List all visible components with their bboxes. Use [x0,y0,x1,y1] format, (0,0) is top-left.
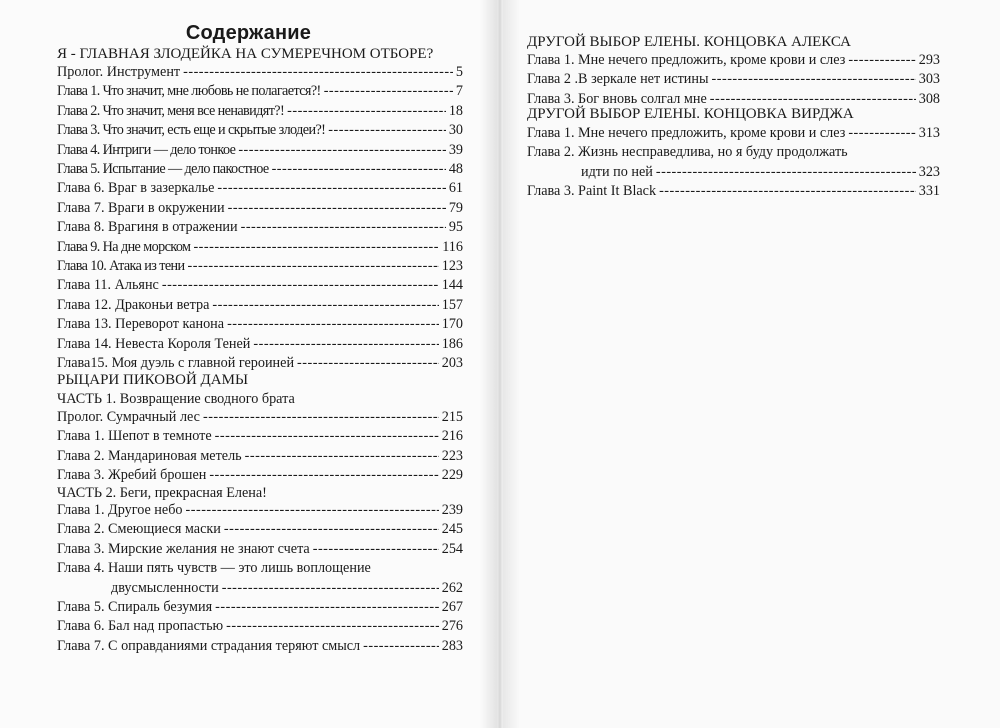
toc-entry-title: Глава 5. Спираль безумия [57,599,213,615]
toc-entry-leader [226,618,439,635]
toc-entry-title: Глава 4. Наши пять чувств — это лишь воплощение [57,560,371,577]
toc-entry-page: 308 [918,90,940,107]
toc-entry [57,336,463,356]
toc-entry-leader [217,180,445,197]
toc-entry-title-continued: идти по ней [581,164,653,181]
toc-entry-leader [215,428,439,445]
toc-entry-page: 203 [441,355,463,371]
toc-entry-title: Глава 6. Бал над пропастью [57,618,224,635]
toc-entry-title: Глава 7. Враги в окружении [57,199,225,216]
toc-entry [57,161,463,181]
toc-entry-page: 323 [918,164,940,181]
left-page [0,0,497,728]
toc-entry [527,144,940,184]
toc-entry-title: Глава 7. С оправданиями страдания теряют смысл [57,637,361,654]
toc-entry-title: Глава 11. Альянс [57,277,159,294]
toc-entry-leader [228,200,446,217]
book-gutter-shadow [480,0,520,728]
toc-entry-title: Глава 10. Атака из тени [57,258,185,274]
toc-entry-title: Глава 3. Бог вновь солгал мне [527,90,707,107]
toc-entry-leader [186,502,439,519]
toc-entry-leader [203,409,439,426]
toc-entry-leader [313,541,439,558]
toc-entry-title: Глава 5. Испытание — дело пакостное [57,161,269,177]
toc-entry-page: 267 [441,599,463,615]
toc-entry-title: Пролог. Инструмент [57,64,181,80]
alex-ending-heading: ДРУГОЙ ВЫБОР ЕЛЕНЫ. КОНЦОВКА АЛЕКСА [527,34,852,50]
toc-entry [57,122,463,142]
toc-entry-title: Глава 3. Жребий брошен [57,467,207,484]
toc-entry-leader [328,122,446,139]
toc-entry-leader [245,448,439,465]
toc-entry-title: Глава 8. Врагиня в отражении [57,219,238,236]
toc-entry-title: Пролог. Сумрачный лес [57,409,200,425]
toc-entry-page: 61 [448,180,463,197]
part2-sub2-heading: ЧАСТЬ 2. Беги, прекрасная Елена! [57,485,267,501]
toc-entry [527,71,940,91]
toc-entry-title: Глава 2 .В зеркале нет истины [527,71,709,88]
toc-entry-page: 39 [448,141,463,158]
toc-entry-leader [227,316,439,333]
toc-entry [57,219,463,239]
toc-entry-leader [659,183,916,200]
toc-entry-title: Глава 6. Враг в зазеркалье [57,180,215,197]
toc-entry-leader [287,103,446,120]
toc-entry-leader [215,599,439,616]
toc-entry-page: 331 [918,183,940,200]
toc-entry-leader [183,64,453,81]
toc-entry-leader [253,336,438,353]
toc-title: Содержание [185,22,312,44]
toc-entry-page: 245 [441,521,463,538]
toc-entry-page: 18 [448,102,463,119]
toc-entry-page: 276 [441,618,463,635]
toc-entry-title: Глава 2. Мандариновая метель [57,447,242,464]
toc-entry [57,297,463,317]
toc-entry-title: Глава 1. Мне нечего предложить, кроме крови и слез [527,52,846,68]
toc-entry-page: 79 [448,199,463,216]
toc-entry-page: 30 [448,122,463,139]
toc-entry-title: Глава 2. Что значит, меня все ненавидят?! [57,102,285,119]
toc-entry-leader [222,580,439,597]
toc-entry-title: Глава 3. Что значит, есть еще и скрытые злодеи?! [57,122,326,139]
toc-entry [57,277,463,297]
toc-entry-page: 313 [918,125,940,141]
part2-heading: РЫЦАРИ ПИКОВОЙ ДАМЫ [57,372,249,388]
toc-entry [57,560,463,600]
toc-entry [57,599,463,619]
toc-entry [57,521,463,541]
toc-entry [57,83,463,103]
toc-entry-continuation-line [57,580,463,600]
part1-heading: Я - ГЛАВНАЯ ЗЛОДЕЙКА НА СУМЕРЕЧНОМ ОТБОРЕ? [57,46,434,62]
toc-entry-leader [272,161,446,178]
toc-entry-title: Глава 2. Смеющиеся маски [57,521,221,538]
toc-entry-leader [162,277,439,294]
toc-entry-leader [848,52,915,69]
toc-entry [57,541,463,561]
toc-entry-title: Глава 13. Переворот канона [57,316,225,333]
toc-entry [57,409,463,429]
toc-entry-title: Глава 4. Интриги — дело тонкое [57,141,236,158]
virj-ending-heading: ДРУГОЙ ВЫБОР ЕЛЕНЫ. КОНЦОВКА ВИРДЖА [527,106,854,122]
toc-entry-title: Глава 9. На дне морском [57,238,191,255]
toc-entry-page: 303 [918,71,940,88]
toc-entry-title: Глава 12. Драконьи ветра [57,296,210,313]
toc-entry-page: 48 [448,161,463,177]
toc-entry-leader [324,83,453,100]
toc-entry-page: 186 [441,335,463,352]
toc-entry-leader [188,258,439,275]
toc-entry-title: Глава 3. Paint It Black [527,183,657,200]
toc-entry-page: 283 [441,637,463,654]
toc-entry-title: Глава 1. Мне нечего предложить, кроме крови и слез [527,125,846,141]
part2-sub1-heading: ЧАСТЬ 1. Возвращение сводного брата [57,391,295,407]
toc-entry-leader [209,467,438,484]
toc-entry-page: 123 [441,258,463,274]
toc-entry [57,448,463,468]
toc-entry-title: Глава 1. Что значит, мне любовь не полагается?! [57,83,321,100]
toc-entry-page: 144 [441,277,463,294]
toc-entry-page: 215 [441,409,463,425]
toc-entry [57,64,463,84]
toc-entry [57,239,463,259]
toc-entry-page: 216 [441,428,463,445]
toc-entry [527,183,940,203]
toc-entry-page: 157 [441,296,463,313]
toc-entry-leader [241,219,446,236]
toc-entry-page: 239 [441,502,463,518]
toc-entry-leader [712,71,916,88]
toc-entry-title: Глава 1. Шепот в темноте [57,428,212,445]
toc-entry-page: 262 [441,580,463,597]
toc-entry-page: 7 [455,83,463,100]
toc-entry [57,316,463,336]
toc-entry [57,258,463,278]
toc-entry [57,180,463,200]
toc-entry [57,618,463,638]
toc-entry-page: 254 [441,540,463,557]
toc-entry-page: 170 [441,316,463,333]
toc-entry-leader [212,297,438,314]
right-page [503,0,1000,728]
toc-entry-page: 229 [441,467,463,484]
toc-entry-leader [297,355,439,372]
toc-entry-leader [193,239,439,256]
toc-entry [57,142,463,162]
toc-entry-page: 5 [455,64,463,80]
toc-entry-page: 116 [442,238,463,255]
toc-entry [527,52,940,72]
toc-entry-title: Глава15. Моя дуэль с главной героиней [57,355,295,371]
toc-entry-title-continued: двусмысленности [111,580,219,597]
toc-entry-title: Глава 1. Другое небо [57,502,183,518]
toc-entry-page: 95 [448,219,463,236]
toc-entry-leader [363,638,439,655]
toc-entry [57,502,463,522]
toc-entry-page: 293 [918,52,940,68]
toc-entry [57,200,463,220]
toc-entry-leader [656,164,916,181]
toc-entry-page: 223 [441,447,463,464]
toc-entry-leader [224,521,439,538]
toc-entry-leader [848,125,915,142]
toc-entry [57,103,463,123]
toc-entry [57,638,463,658]
toc-entry [57,428,463,448]
toc-entry-continuation-line [527,164,940,184]
toc-entry [527,125,940,145]
toc-entry-leader [238,142,445,159]
toc-entry-title: Глава 14. Невеста Короля Теней [57,335,251,352]
toc-entry-title: Глава 3. Мирские желания не знают счета [57,540,310,557]
toc-entry-title: Глава 2. Жизнь несправедлива, но я буду продолжать [527,144,848,161]
